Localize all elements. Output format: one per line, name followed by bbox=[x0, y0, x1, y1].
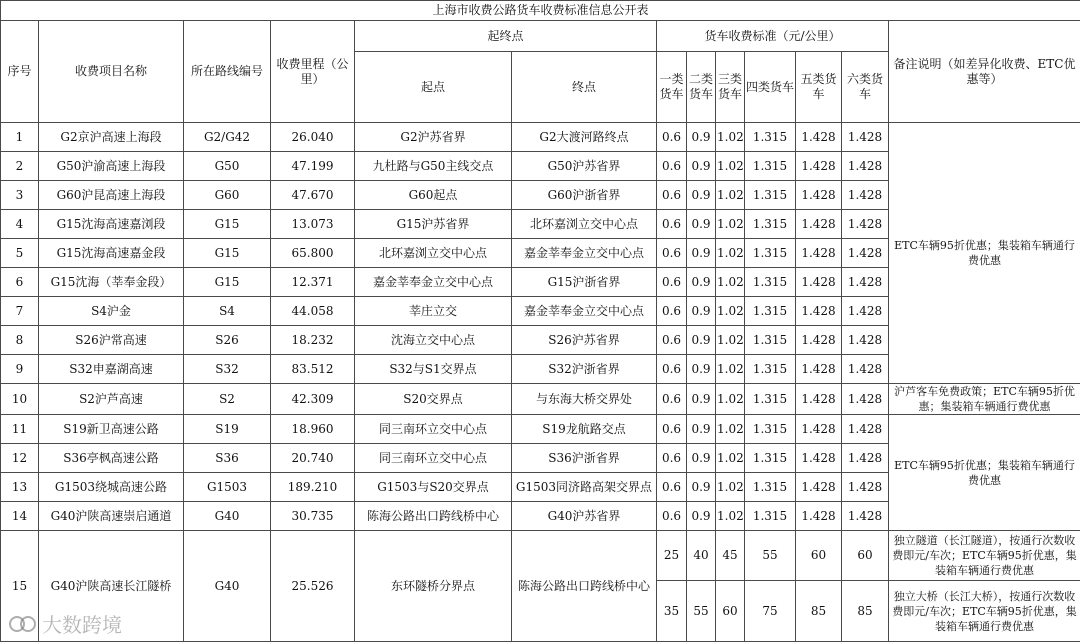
header-name: 收费项目名称 bbox=[39, 21, 184, 123]
table-row bbox=[1, 384, 1080, 415]
row-mileage: 44.058 bbox=[271, 297, 355, 326]
row-route: S26 bbox=[184, 326, 271, 355]
row-route: G40 bbox=[184, 502, 271, 531]
row-name: G2京沪高速上海段 bbox=[39, 123, 184, 152]
header-class-5: 五类货车 bbox=[796, 52, 842, 123]
row-rate-class-6: 1.428 bbox=[842, 444, 889, 473]
row-end: G2大渡河路终点 bbox=[512, 123, 657, 152]
row-rate-class-5: 1.428 bbox=[796, 473, 842, 502]
row-rate-class-1: 0.6 bbox=[657, 326, 687, 355]
row-rate-class-2: 0.9 bbox=[687, 210, 716, 239]
row-start: G2沪苏省界 bbox=[355, 123, 512, 152]
row-rate-class-2: 0.9 bbox=[687, 268, 716, 297]
tunnel-rate-2: 40 bbox=[687, 531, 716, 581]
row-name: G15沈海高速嘉浏段 bbox=[39, 210, 184, 239]
row-rate-class-1: 0.6 bbox=[657, 268, 687, 297]
row-start: 同三南环立交中心点 bbox=[355, 444, 512, 473]
row-end: 嘉金莘奉金立交中心点 bbox=[512, 239, 657, 268]
row-start: G1503与S20交界点 bbox=[355, 473, 512, 502]
row-rate-class-1: 0.6 bbox=[657, 239, 687, 268]
row-route: S19 bbox=[184, 415, 271, 444]
row-rate-class-4: 1.315 bbox=[745, 297, 796, 326]
row-name: G40沪陕高速崇启通道 bbox=[39, 502, 184, 531]
row-rate-class-3: 1.02 bbox=[716, 297, 745, 326]
row-seq: 12 bbox=[1, 444, 39, 473]
row15-start: 东环隧桥分界点 bbox=[355, 531, 512, 642]
row-rate-class-5: 1.428 bbox=[796, 297, 842, 326]
row-rate-class-6: 1.428 bbox=[842, 210, 889, 239]
row-rate-class-3: 1.02 bbox=[716, 326, 745, 355]
row-name: S32申嘉湖高速 bbox=[39, 355, 184, 384]
row-rate-class-2: 0.9 bbox=[687, 239, 716, 268]
row-end: 与东海大桥交界处 bbox=[512, 384, 657, 415]
row-rate-class-6: 1.428 bbox=[842, 473, 889, 502]
row15-seq: 15 bbox=[1, 531, 39, 642]
row-end: 北环嘉浏立交中心点 bbox=[512, 210, 657, 239]
row-rate-class-3: 1.02 bbox=[716, 415, 745, 444]
bridge-rate-1: 35 bbox=[657, 581, 687, 642]
row-rate-class-4: 1.315 bbox=[745, 502, 796, 531]
row-mileage: 189.210 bbox=[271, 473, 355, 502]
row-name: S4沪金 bbox=[39, 297, 184, 326]
header-route: 所在路线编号 bbox=[184, 21, 271, 123]
bridge-rate-4: 75 bbox=[745, 581, 796, 642]
row-route: G15 bbox=[184, 268, 271, 297]
row-rate-class-3: 1.02 bbox=[716, 502, 745, 531]
row15-end: 陈海公路出口跨线桥中心 bbox=[512, 531, 657, 642]
row-start: G15沪苏省界 bbox=[355, 210, 512, 239]
row-rate-class-1: 0.6 bbox=[657, 415, 687, 444]
row-start: 陈海公路出口跨线桥中心 bbox=[355, 502, 512, 531]
row-seq: 9 bbox=[1, 355, 39, 384]
bridge-rate-5: 85 bbox=[796, 581, 842, 642]
row-rate-class-5: 1.428 bbox=[796, 355, 842, 384]
row-route: S36 bbox=[184, 444, 271, 473]
row-seq: 3 bbox=[1, 181, 39, 210]
row-rate-class-6: 1.428 bbox=[842, 297, 889, 326]
row-mileage: 47.670 bbox=[271, 181, 355, 210]
row-end: G60沪浙省界 bbox=[512, 181, 657, 210]
table-title: 上海市收费公路货车收费标准信息公开表 bbox=[1, 1, 1080, 21]
row15-name: G40沪陕高速长江隧桥 bbox=[39, 531, 184, 642]
row-seq: 13 bbox=[1, 473, 39, 502]
row-rate-class-1: 0.6 bbox=[657, 181, 687, 210]
row-rate-class-5: 1.428 bbox=[796, 123, 842, 152]
row-rate-class-2: 0.9 bbox=[687, 355, 716, 384]
row-seq: 2 bbox=[1, 152, 39, 181]
row-mileage: 65.800 bbox=[271, 239, 355, 268]
row-rate-class-2: 0.9 bbox=[687, 384, 716, 415]
row-rate-class-6: 1.428 bbox=[842, 123, 889, 152]
header-class-1: 一类货车 bbox=[657, 52, 687, 123]
row-rate-class-4: 1.315 bbox=[745, 384, 796, 415]
row-seq: 11 bbox=[1, 415, 39, 444]
row-seq: 1 bbox=[1, 123, 39, 152]
row-start: 莘庄立交 bbox=[355, 297, 512, 326]
row-mileage: 30.735 bbox=[271, 502, 355, 531]
row-route: G60 bbox=[184, 181, 271, 210]
row-rate-class-4: 1.315 bbox=[745, 444, 796, 473]
row-route: S32 bbox=[184, 355, 271, 384]
row-rate-class-4: 1.315 bbox=[745, 181, 796, 210]
row-rate-class-3: 1.02 bbox=[716, 123, 745, 152]
row-seq: 6 bbox=[1, 268, 39, 297]
row-rate-class-4: 1.315 bbox=[745, 473, 796, 502]
row-rate-class-3: 1.02 bbox=[716, 268, 745, 297]
row-rate-class-1: 0.6 bbox=[657, 123, 687, 152]
row-mileage: 20.740 bbox=[271, 444, 355, 473]
header-start: 起点 bbox=[355, 52, 512, 123]
row-rate-class-6: 1.428 bbox=[842, 239, 889, 268]
row-route: S4 bbox=[184, 297, 271, 326]
row-mileage: 42.309 bbox=[271, 384, 355, 415]
row-rate-class-2: 0.9 bbox=[687, 502, 716, 531]
row-rate-class-4: 1.315 bbox=[745, 239, 796, 268]
row-start: G60起点 bbox=[355, 181, 512, 210]
row-name: S36亭枫高速公路 bbox=[39, 444, 184, 473]
row-route: G15 bbox=[184, 239, 271, 268]
row-rate-class-4: 1.315 bbox=[745, 268, 796, 297]
row-start: S20交界点 bbox=[355, 384, 512, 415]
row-rate-class-6: 1.428 bbox=[842, 355, 889, 384]
row-route: G15 bbox=[184, 210, 271, 239]
header-class-6: 六类货车 bbox=[842, 52, 889, 123]
row-name: S26沪常高速 bbox=[39, 326, 184, 355]
row-rate-class-6: 1.428 bbox=[842, 326, 889, 355]
row-rate-class-1: 0.6 bbox=[657, 297, 687, 326]
row-start: 北环嘉浏立交中心点 bbox=[355, 239, 512, 268]
header-class-3: 三类货车 bbox=[716, 52, 745, 123]
row-rate-class-5: 1.428 bbox=[796, 326, 842, 355]
tunnel-rate-6: 60 bbox=[842, 531, 889, 581]
row-seq: 5 bbox=[1, 239, 39, 268]
row-rate-class-5: 1.428 bbox=[796, 181, 842, 210]
row-end: S32沪浙省界 bbox=[512, 355, 657, 384]
remark-group-1: ETC车辆95折优惠；集装箱车辆通行费优惠 bbox=[889, 123, 1080, 384]
row-rate-class-5: 1.428 bbox=[796, 502, 842, 531]
tunnel-remark: 独立隧道（长江隧道），按通行次数收费即元/车次；ETC车辆95折优惠，集装箱车辆通行费优惠 bbox=[889, 531, 1080, 581]
row-name: G50沪渝高速上海段 bbox=[39, 152, 184, 181]
row-rate-class-3: 1.02 bbox=[716, 181, 745, 210]
row-start: 嘉金莘奉金立交中心点 bbox=[355, 268, 512, 297]
row-rate-class-4: 1.315 bbox=[745, 152, 796, 181]
row-mileage: 13.073 bbox=[271, 210, 355, 239]
row-rate-class-5: 1.428 bbox=[796, 152, 842, 181]
row-name: G15沈海高速嘉金段 bbox=[39, 239, 184, 268]
row-rate-class-6: 1.428 bbox=[842, 502, 889, 531]
row-rate-class-1: 0.6 bbox=[657, 473, 687, 502]
row-rate-class-6: 1.428 bbox=[842, 415, 889, 444]
row-start: 沈海立交中心点 bbox=[355, 326, 512, 355]
header-endpoints: 起终点 bbox=[355, 21, 657, 52]
row-end: G40沪苏省界 bbox=[512, 502, 657, 531]
row15-mileage: 25.526 bbox=[271, 531, 355, 642]
row-rate-class-3: 1.02 bbox=[716, 355, 745, 384]
header-remark: 备注说明（如差异化收费、ETC优惠等） bbox=[889, 21, 1080, 123]
row-end: S36沪浙省界 bbox=[512, 444, 657, 473]
row-mileage: 18.232 bbox=[271, 326, 355, 355]
row-rate-class-2: 0.9 bbox=[687, 297, 716, 326]
row-rate-class-3: 1.02 bbox=[716, 473, 745, 502]
row15-route: G40 bbox=[184, 531, 271, 642]
table-row bbox=[1, 123, 1080, 152]
row-seq: 14 bbox=[1, 502, 39, 531]
row-end: 嘉金莘奉金立交中心点 bbox=[512, 297, 657, 326]
remark-row-10: 沪芦客车免费政策；ETC车辆95折优惠；集装箱车辆通行费优惠 bbox=[889, 384, 1080, 415]
row-seq: 10 bbox=[1, 384, 39, 415]
row-route: S2 bbox=[184, 384, 271, 415]
bridge-rate-3: 60 bbox=[716, 581, 745, 642]
row-start: S32与S1交界点 bbox=[355, 355, 512, 384]
row-end: G50沪苏省界 bbox=[512, 152, 657, 181]
row-rate-class-5: 1.428 bbox=[796, 268, 842, 297]
remark-group-2: ETC车辆95折优惠；集装箱车辆通行费优惠 bbox=[889, 415, 1080, 531]
bridge-rate-6: 85 bbox=[842, 581, 889, 642]
row-rate-class-2: 0.9 bbox=[687, 326, 716, 355]
header-mileage: 收费里程（公里） bbox=[271, 21, 355, 123]
row-mileage: 26.040 bbox=[271, 123, 355, 152]
row-rate-class-5: 1.428 bbox=[796, 239, 842, 268]
row-mileage: 18.960 bbox=[271, 415, 355, 444]
row-rate-class-4: 1.315 bbox=[745, 123, 796, 152]
tunnel-rate-5: 60 bbox=[796, 531, 842, 581]
header-seq: 序号 bbox=[1, 21, 39, 123]
row-rate-class-6: 1.428 bbox=[842, 181, 889, 210]
row-rate-class-2: 0.9 bbox=[687, 123, 716, 152]
table-row bbox=[1, 415, 1080, 444]
row-mileage: 83.512 bbox=[271, 355, 355, 384]
row-end: G1503同济路高架交界点 bbox=[512, 473, 657, 502]
row-rate-class-4: 1.315 bbox=[745, 326, 796, 355]
row-mileage: 12.371 bbox=[271, 268, 355, 297]
row-name: G60沪昆高速上海段 bbox=[39, 181, 184, 210]
row-name: G1503绕城高速公路 bbox=[39, 473, 184, 502]
row-seq: 4 bbox=[1, 210, 39, 239]
header-class-4: 四类货车 bbox=[745, 52, 796, 123]
row-rate-class-1: 0.6 bbox=[657, 384, 687, 415]
row-rate-class-6: 1.428 bbox=[842, 384, 889, 415]
row-rate-class-3: 1.02 bbox=[716, 210, 745, 239]
row-start: 九杜路与G50主线交点 bbox=[355, 152, 512, 181]
row-rate-class-1: 0.6 bbox=[657, 502, 687, 531]
row-end: G15沪浙省界 bbox=[512, 268, 657, 297]
row-rate-class-1: 0.6 bbox=[657, 444, 687, 473]
header-rates: 货车收费标准（元/公里） bbox=[657, 21, 889, 52]
row-rate-class-2: 0.9 bbox=[687, 415, 716, 444]
bridge-rate-2: 55 bbox=[687, 581, 716, 642]
row-seq: 7 bbox=[1, 297, 39, 326]
tunnel-rate-1: 25 bbox=[657, 531, 687, 581]
watermark-text: 大数跨境 bbox=[42, 613, 122, 637]
row-rate-class-2: 0.9 bbox=[687, 473, 716, 502]
row-rate-class-2: 0.9 bbox=[687, 152, 716, 181]
row-rate-class-4: 1.315 bbox=[745, 415, 796, 444]
row-rate-class-3: 1.02 bbox=[716, 239, 745, 268]
tunnel-rate-4: 55 bbox=[745, 531, 796, 581]
row-route: G2/G42 bbox=[184, 123, 271, 152]
row-rate-class-3: 1.02 bbox=[716, 444, 745, 473]
row-rate-class-5: 1.428 bbox=[796, 444, 842, 473]
row-rate-class-1: 0.6 bbox=[657, 210, 687, 239]
row-mileage: 47.199 bbox=[271, 152, 355, 181]
row-end: S26沪苏省界 bbox=[512, 326, 657, 355]
row-end: S19龙航路交点 bbox=[512, 415, 657, 444]
row-rate-class-5: 1.428 bbox=[796, 384, 842, 415]
row-start: 同三南环立交中心点 bbox=[355, 415, 512, 444]
row-seq: 8 bbox=[1, 326, 39, 355]
header-class-2: 二类货车 bbox=[687, 52, 716, 123]
row-rate-class-6: 1.428 bbox=[842, 268, 889, 297]
row-rate-class-4: 1.315 bbox=[745, 210, 796, 239]
row-route: G50 bbox=[184, 152, 271, 181]
row-rate-class-2: 0.9 bbox=[687, 444, 716, 473]
bridge-remark: 独立大桥（长江大桥），按通行次数收费即元/车次；ETC车辆95折优惠，集装箱车辆通行费优惠 bbox=[889, 581, 1080, 642]
row-rate-class-1: 0.6 bbox=[657, 152, 687, 181]
header-end: 终点 bbox=[512, 52, 657, 123]
row-rate-class-3: 1.02 bbox=[716, 384, 745, 415]
row-rate-class-5: 1.428 bbox=[796, 210, 842, 239]
row-name: S19新卫高速公路 bbox=[39, 415, 184, 444]
row-name: G15沈海（莘奉金段） bbox=[39, 268, 184, 297]
row-route: G1503 bbox=[184, 473, 271, 502]
row-rate-class-4: 1.315 bbox=[745, 355, 796, 384]
row-rate-class-3: 1.02 bbox=[716, 152, 745, 181]
row-rate-class-6: 1.428 bbox=[842, 152, 889, 181]
row-rate-class-1: 0.6 bbox=[657, 355, 687, 384]
tunnel-rate-3: 45 bbox=[716, 531, 745, 581]
row-rate-class-5: 1.428 bbox=[796, 415, 842, 444]
row-name: S2沪芦高速 bbox=[39, 384, 184, 415]
row-rate-class-2: 0.9 bbox=[687, 181, 716, 210]
